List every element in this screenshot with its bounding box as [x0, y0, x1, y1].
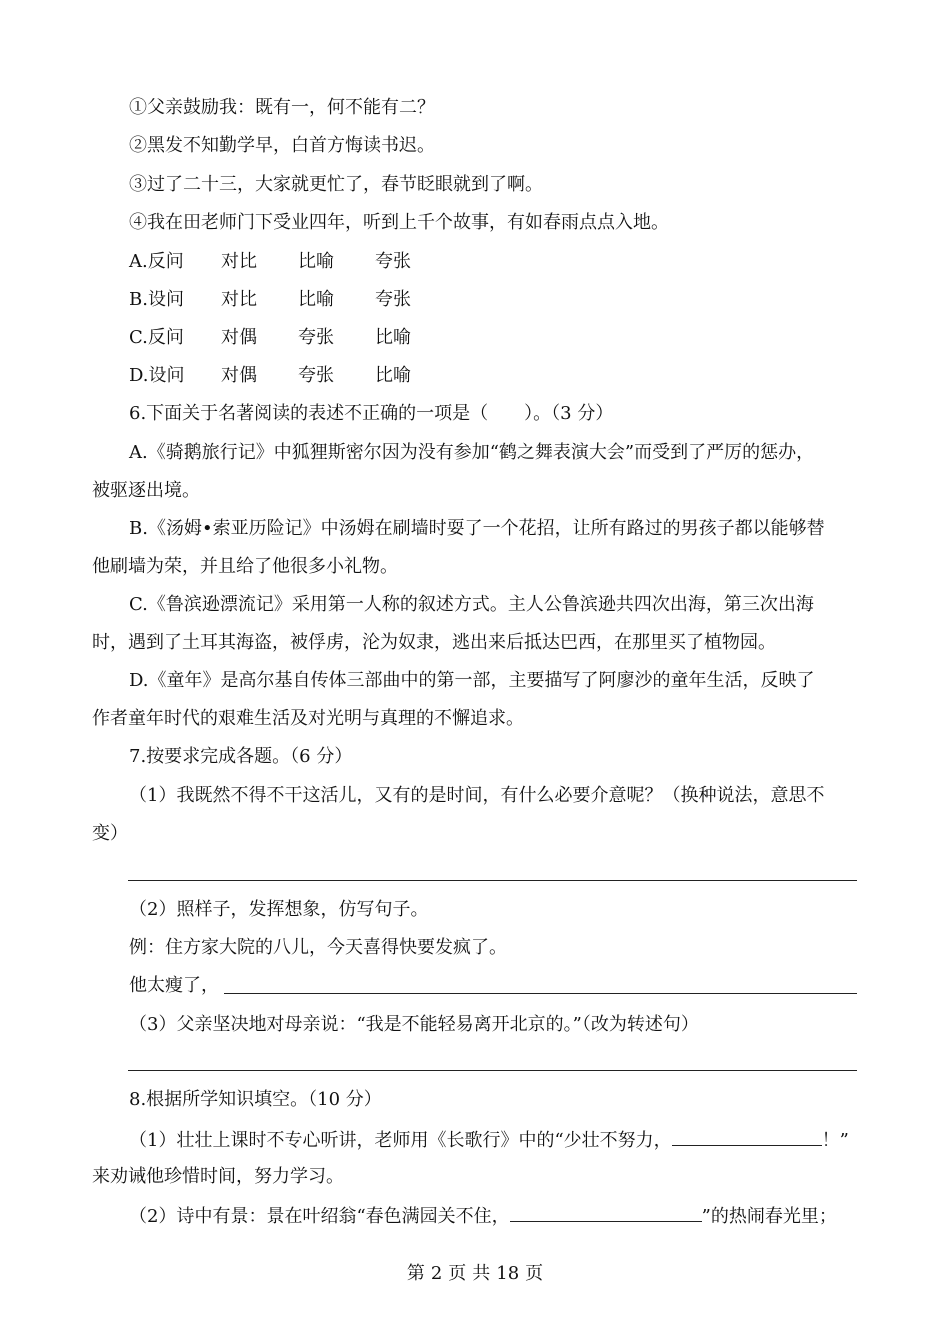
q6-option-d-line2: 作者童年时代的艰难生活及对光明与真理的不懈追求。 [92, 708, 524, 729]
q7-stem: 7.按要求完成各题。（6 分） [129, 746, 353, 767]
q7-part1-line2: 变） [92, 823, 128, 844]
option-term: 比喻 [375, 327, 411, 348]
option-term: 比喻 [298, 251, 334, 272]
q7-part2: （2）照样子，发挥想象，仿写句子。 [129, 899, 429, 920]
q7-part1-line1: （1）我既然不得不干这活儿，又有的是时间，有什么必要介意呢？（换种说法，意思不 [129, 785, 825, 806]
q8-part2-text: （2）诗中有景：景在叶绍翁“春色满园关不住， [129, 1206, 510, 1227]
option-term: 对偶 [221, 327, 257, 348]
q7-part3: （3）父亲坚决地对母亲说：“我是不能轻易离开北京的。”（改为转述句） [129, 1014, 699, 1035]
q5-option-c [129, 326, 435, 350]
q5-sentence-4: ④我在田老师门下受业四年，听到上千个故事，有如春雨点点入地。 [129, 212, 669, 233]
option-term: 夸张 [298, 327, 334, 348]
q7-part3-answer-line[interactable] [128, 1070, 857, 1071]
q5-option-b [129, 288, 435, 312]
q6-option-a-line2: 被驱逐出境。 [92, 480, 200, 501]
q6-stem: 6.下面关于名著阅读的表述不正确的一项是（ ）。（3 分） [129, 403, 614, 424]
option-term: 夸张 [375, 251, 411, 272]
q7-example: 例：住方家大院的八儿，今天喜得快要发疯了。 [129, 937, 507, 958]
footer-total-pages: 18 [496, 1263, 520, 1284]
q8-part1-line1 [129, 1127, 849, 1153]
q8-part1-text: （1）壮壮上课时不专心听讲，老师用《长歌行》中的“少壮不努力， [129, 1130, 672, 1151]
q8-part1-line2: 来劝诫他珍惜时间，努力学习。 [92, 1166, 344, 1187]
q5-sentence-3: ③过了二十三，大家就更忙了，春节眨眼就到了啊。 [129, 174, 543, 195]
q8-part2-line1 [129, 1203, 837, 1229]
q6-option-c-line1: C.《鲁滨逊漂流记》采用第一人称的叙述方式。主人公鲁滨逊共四次出海，第三次出海 [129, 594, 814, 615]
option-term: 对比 [221, 289, 257, 310]
q8-part2-blank[interactable] [510, 1203, 702, 1222]
q7-part2-prompt: 他太瘦了， [129, 975, 219, 996]
q8-stem: 8.根据所学知识填空。（10 分） [129, 1089, 382, 1110]
option-label: B.设问 [129, 289, 184, 310]
option-label: D.设问 [129, 365, 185, 386]
footer-label: 页 [525, 1263, 544, 1284]
q6-option-b-line1: B.《汤姆•索亚历险记》中汤姆在刷墙时耍了一个花招，让所有路过的男孩子都以能够替 [129, 518, 825, 539]
footer-label: 第 [406, 1263, 425, 1284]
q7-part1-answer-line[interactable] [128, 880, 857, 881]
q5-sentence-1: ①父亲鼓励我：既有一，何不能有二？ [129, 97, 435, 118]
page-footer [0, 1262, 950, 1286]
q6-option-a-line1: A.《骑鹅旅行记》中狐狸斯密尔因为没有参加“鹤之舞表演大会”而受到了严厉的惩办， [129, 442, 815, 463]
option-label: C.反问 [129, 327, 184, 348]
q8-part2-close: ”的热闹春光里； [701, 1206, 837, 1227]
q7-part2-answer-line[interactable] [224, 993, 857, 994]
footer-label: 共 [472, 1263, 491, 1284]
option-term: 比喻 [298, 289, 334, 310]
option-term: 比喻 [375, 365, 411, 386]
q6-option-b-line2: 他刷墙为荣，并且给了他很多小礼物。 [92, 556, 398, 577]
option-term: 对偶 [221, 365, 257, 386]
q6-option-d-line1: D.《童年》是高尔基自传体三部曲中的第一部，主要描写了阿廖沙的童年生活，反映了 [129, 670, 815, 691]
option-label: A.反问 [129, 251, 184, 272]
q5-sentence-2: ②黑发不知勤学早，白首方悔读书迟。 [129, 135, 435, 156]
q6-option-c-line2: 时，遇到了土耳其海盗，被俘虏，沦为奴隶，逃出来后抵达巴西，在那里买了植物园。 [92, 632, 776, 653]
option-term: 夸张 [298, 365, 334, 386]
footer-label: 页 [448, 1263, 467, 1284]
q5-option-a [129, 250, 435, 274]
q8-part1-blank[interactable] [672, 1127, 822, 1146]
q5-option-d [129, 364, 435, 388]
footer-page-number: 2 [430, 1263, 443, 1284]
option-term: 对比 [221, 251, 257, 272]
option-term: 夸张 [375, 289, 411, 310]
q8-part1-close: ！” [821, 1130, 849, 1151]
